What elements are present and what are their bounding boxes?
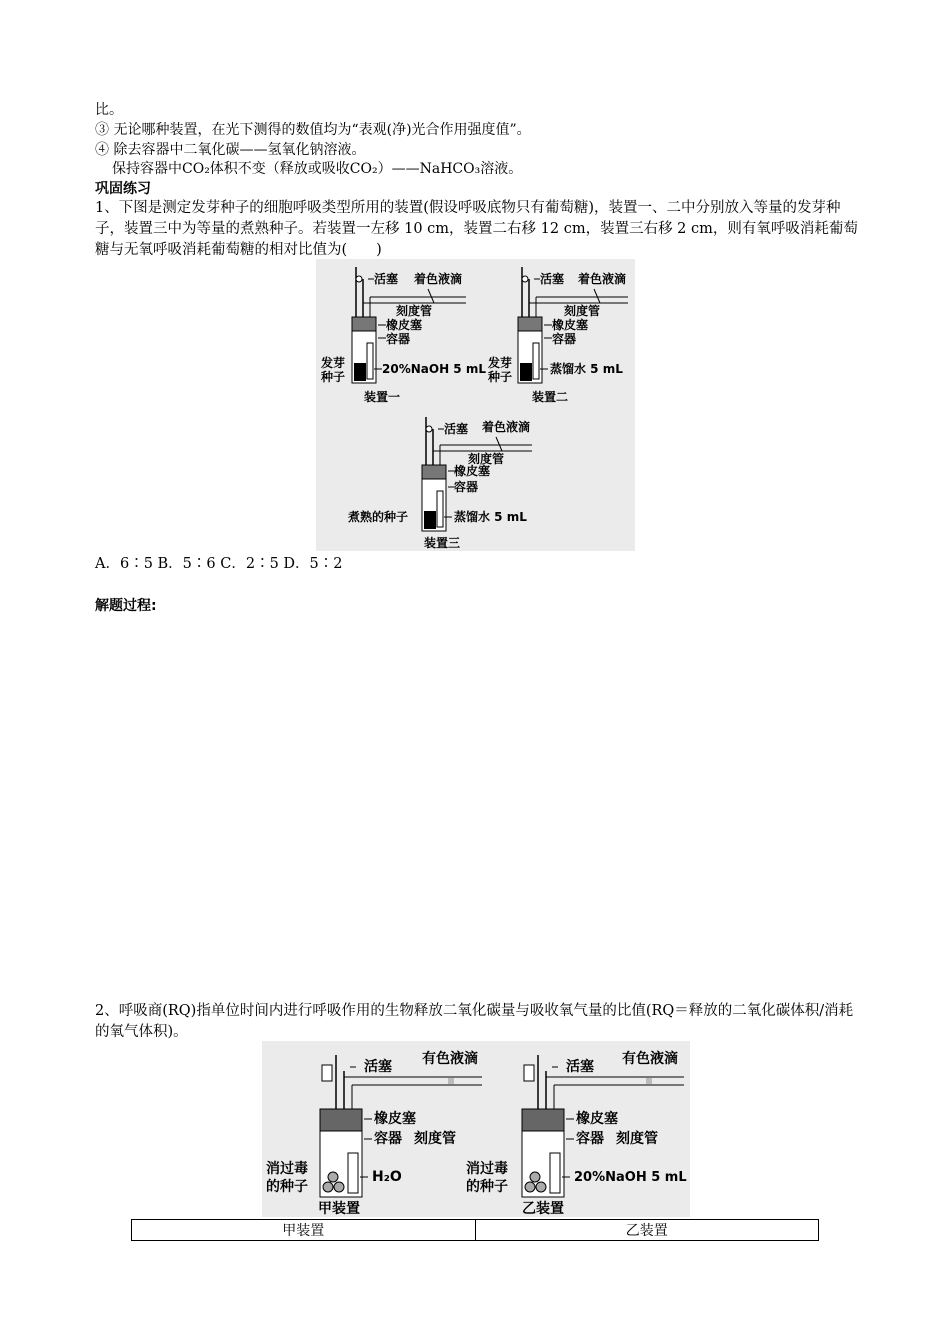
stopper-label-a: 橡皮塞 [374, 1111, 416, 1127]
water-label-3: 蒸馏水 5 mL [454, 510, 527, 524]
container-label-2: 容器 [552, 332, 577, 346]
question-1-figure [316, 259, 635, 551]
seeds-label-2a: 发芽 [488, 356, 513, 370]
solution-label: 解题过程: [95, 598, 157, 614]
seeds-label-1a: 发芽 [321, 356, 346, 370]
seeds-label-2b: 种子 [488, 370, 513, 384]
device-three [348, 417, 532, 550]
stopper-label-1: 橡皮塞 [386, 318, 423, 332]
container-label-3: 容器 [454, 480, 479, 494]
question-1-text: 1、下图是测定发芽种子的细胞呼吸类型所用的装置(假设呼吸底物只有葡萄糖)，装置一、二中分别放入等量的发芽种子，装置三中为等量的煮熟种子。若装置一左移 10 cm，装置二右移 12 cm，装置三右移 2 cm，则有氧呼吸消耗葡萄糖与无氧呼吸消耗葡萄糖的相对比值为( ) [95, 200, 858, 258]
stopcock-label-a: 活塞 [364, 1059, 392, 1075]
stopper-label-3: 橡皮塞 [454, 464, 491, 478]
device-one-label: 装置一 [364, 390, 401, 404]
section-title: 巩固练习 [95, 181, 151, 197]
question-1-options: A．6∶5 B．5∶6 C．2∶5 D．5∶2 [95, 556, 343, 572]
droplet-label-b: 有色液滴 [622, 1051, 678, 1067]
water-label-2: 蒸馏水 5 mL [550, 362, 623, 376]
droplet-label-1: 着色液滴 [414, 272, 463, 286]
seeds-label-b1: 消过毒 [466, 1161, 508, 1177]
stopcock-label-3: 活塞 [444, 422, 469, 436]
table-header-b: 乙装置 [475, 1220, 819, 1241]
scale-tube-label-b: 刻度管 [616, 1131, 658, 1147]
note-line-3: 保持容器中CO₂体积不变（释放或吸收CO₂）——NaHCO₃溶液。 [112, 161, 523, 177]
device-two [487, 267, 628, 404]
stopcock-label-1: 活塞 [374, 272, 399, 286]
note-line-0: 比。 [95, 102, 123, 118]
water-label-a: H₂O [372, 1169, 402, 1185]
seeds-label-1b: 种子 [321, 370, 346, 384]
droplet-label-a: 有色液滴 [422, 1051, 478, 1067]
device-three-label: 装置三 [424, 536, 461, 550]
stopper-label-2: 橡皮塞 [552, 318, 589, 332]
naoh-label-1: 20%NaOH 5 mL [382, 362, 486, 376]
container-label-b: 容器 [576, 1131, 604, 1147]
question-2-figure [262, 1041, 690, 1217]
scale-tube-label-2: 刻度管 [564, 304, 601, 318]
device-one [320, 267, 486, 404]
table-row [132, 1220, 819, 1241]
seeds-label-a1: 消过毒 [266, 1161, 308, 1177]
droplet-label-2: 着色液滴 [578, 272, 627, 286]
container-label-a: 容器 [374, 1131, 402, 1147]
naoh-label-b: 20%NaOH 5 mL [574, 1170, 687, 1185]
results-table [131, 1219, 819, 1241]
seeds-label-b2: 的种子 [466, 1179, 508, 1195]
container-label-1: 容器 [386, 332, 411, 346]
cooked-seeds-label: 煮熟的种子 [348, 510, 409, 524]
stopcock-label-2: 活塞 [540, 272, 565, 286]
device-a [266, 1050, 482, 1217]
droplet-label-3: 着色液滴 [482, 420, 531, 434]
device-a-label: 甲装置 [318, 1201, 360, 1217]
table-header-a: 甲装置 [132, 1220, 476, 1241]
question-2-text: 2、呼吸商(RQ)指单位时间内进行呼吸作用的生物释放二氧化碳量与吸收氧气量的比值(RQ＝释放的二氧化碳体积/消耗的氧气体积)。 [95, 1003, 854, 1040]
device-b [466, 1050, 687, 1217]
scale-tube-label-1: 刻度管 [396, 304, 433, 318]
stopper-label-b: 橡皮塞 [576, 1111, 618, 1127]
scale-tube-label-3: 刻度管 [468, 452, 505, 466]
stopcock-label-b: 活塞 [566, 1059, 594, 1075]
note-line-1: ③ 无论哪种装置，在光下测得的数值均为“表观(净)光合作用强度值”。 [95, 122, 531, 138]
device-two-label: 装置二 [532, 390, 569, 404]
scale-tube-label-a: 刻度管 [414, 1131, 456, 1147]
note-line-2: ④ 除去容器中二氧化碳——氢氧化钠溶液。 [95, 142, 366, 158]
seeds-label-a2: 的种子 [266, 1179, 308, 1195]
device-b-label: 乙装置 [522, 1201, 564, 1217]
